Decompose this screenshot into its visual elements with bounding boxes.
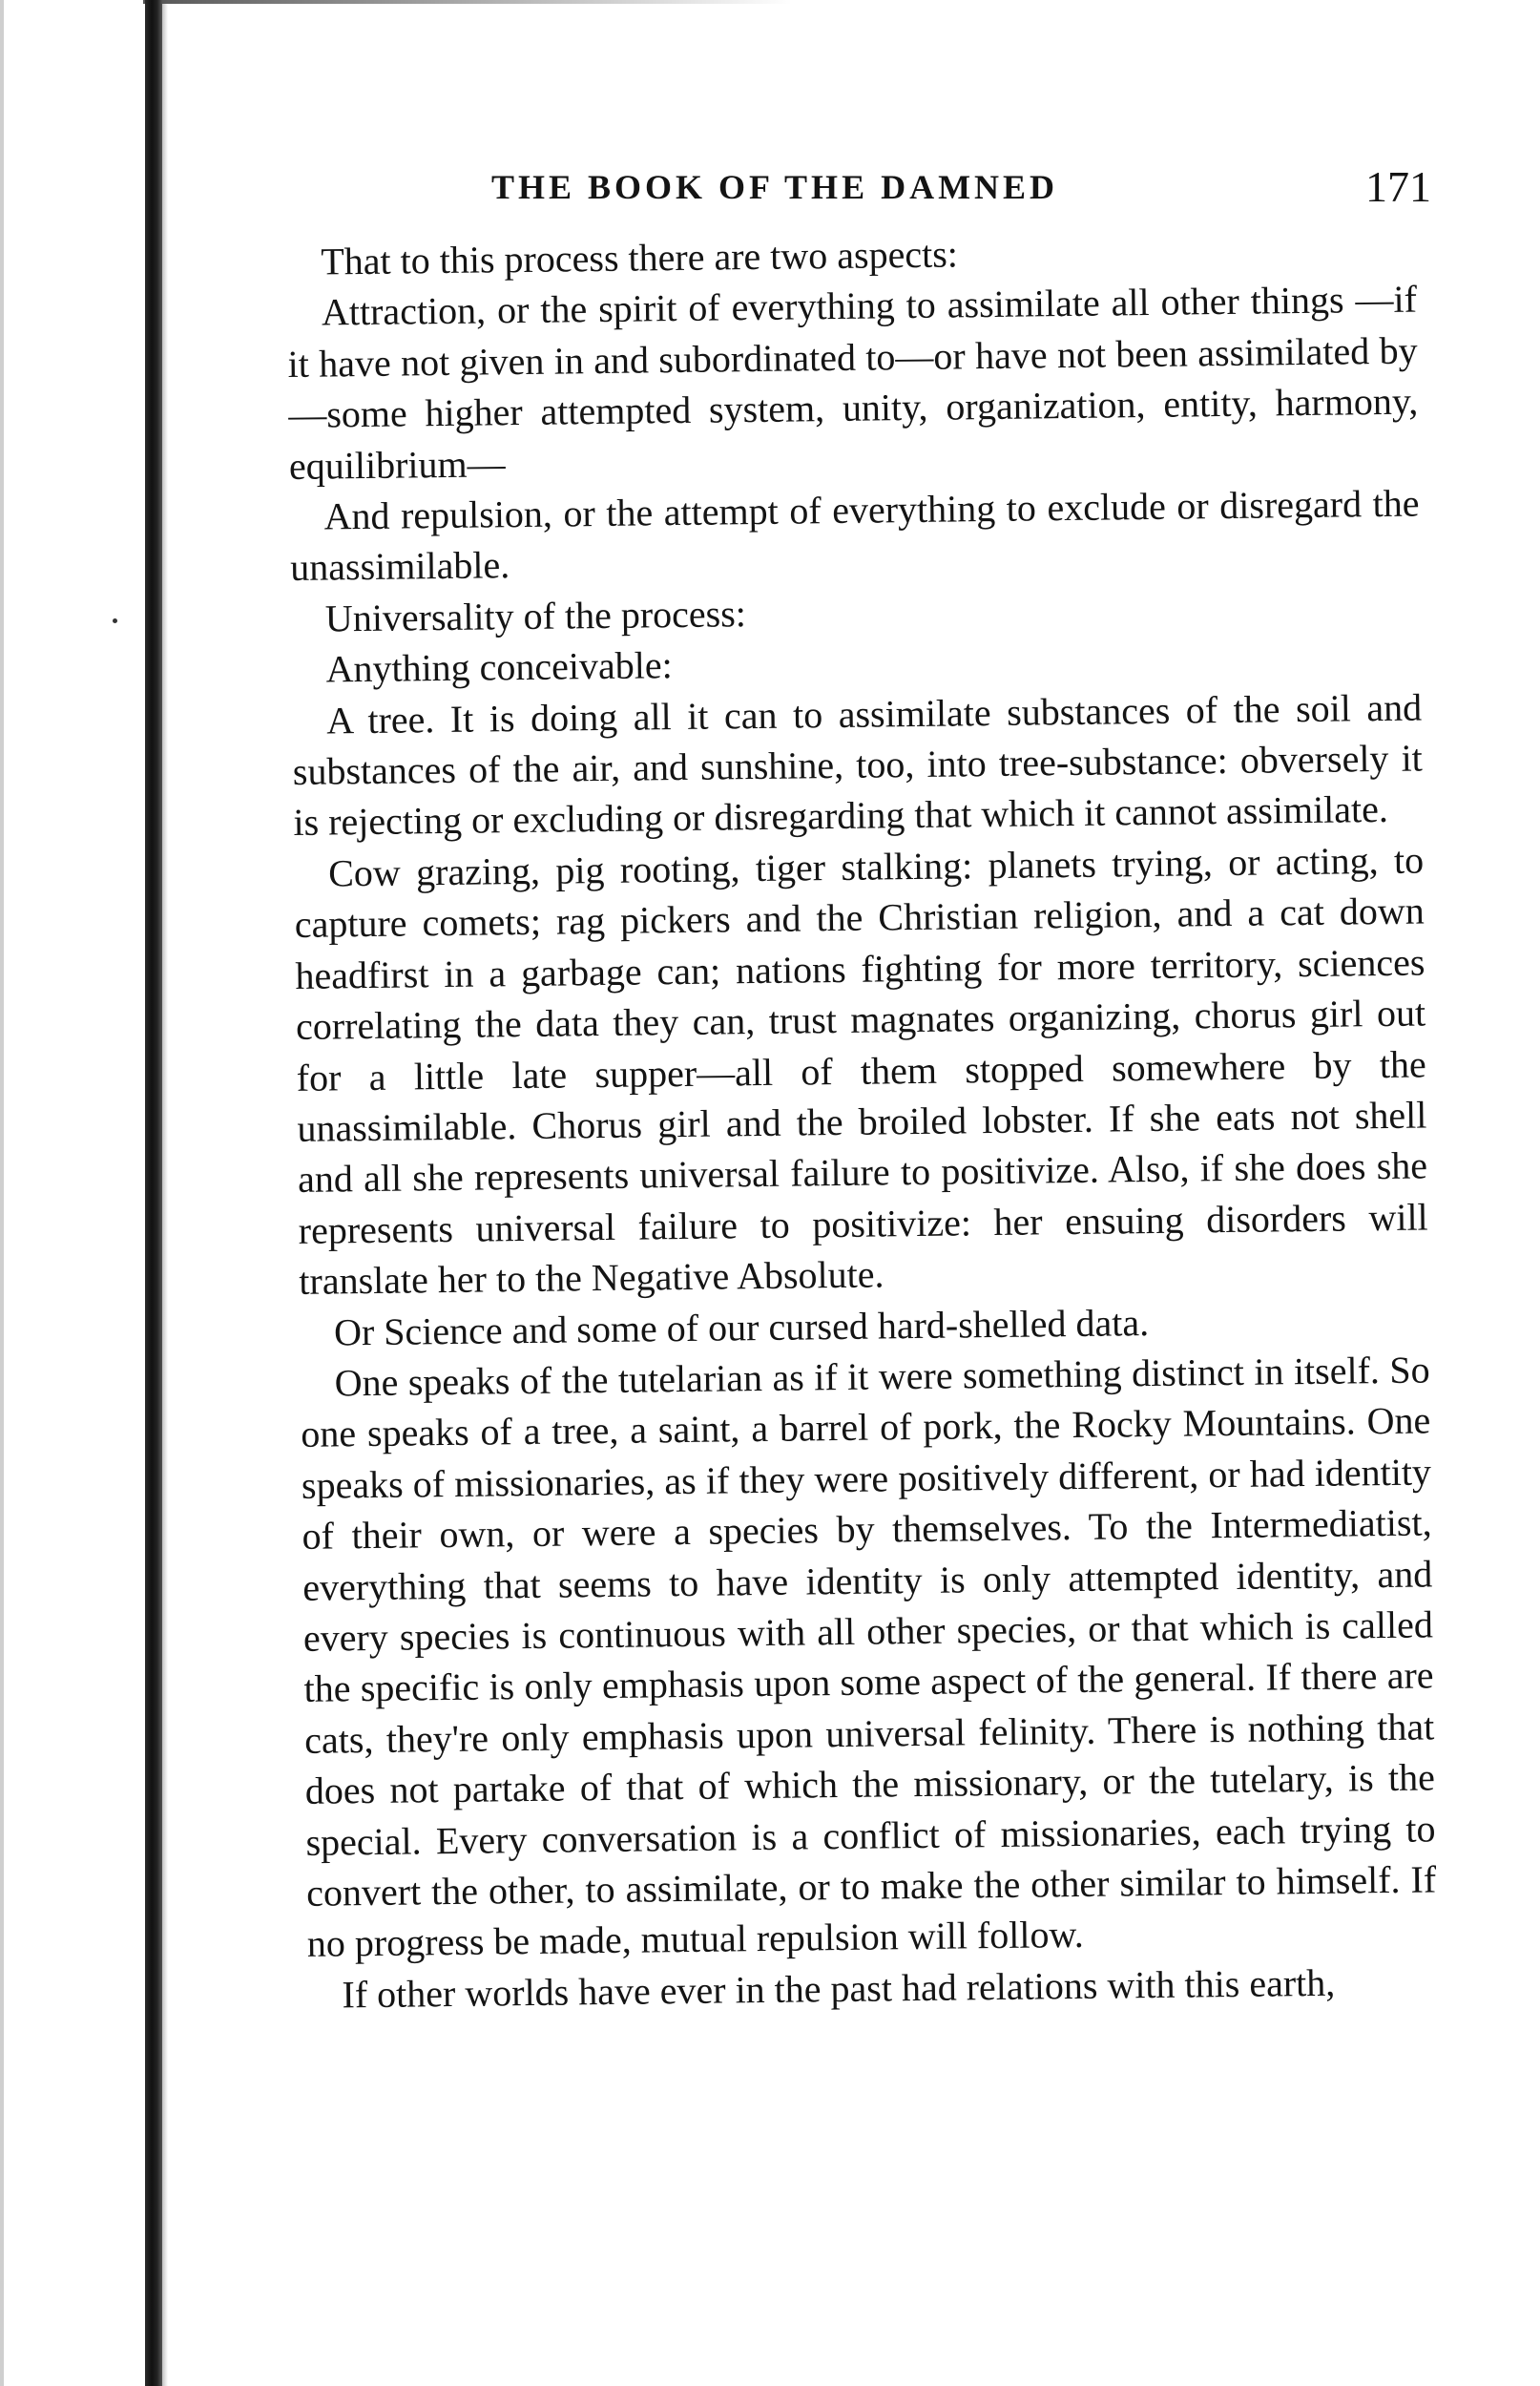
running-head: THE BOOK OF THE DAMNED bbox=[491, 168, 1059, 206]
paragraph: Attraction, or the spirit of everything to assimilate all other things —if it have not given in and subordinated to—or have not been assimilated by—some higher attempted system, unity, organization, entity, harmony, equilibrium— bbox=[287, 277, 1419, 488]
paragraph: And repulsion, or the attempt of everything to exclude or disregard the unassimilable. bbox=[289, 481, 1420, 590]
book-spine-fade bbox=[162, 0, 168, 2386]
book-spine-shadow bbox=[145, 0, 162, 2386]
page-top-edge bbox=[143, 0, 792, 4]
page-left-edge bbox=[0, 0, 4, 2386]
paragraph: If other worlds have ever in the past had relations with this earth, bbox=[342, 1960, 1336, 2017]
page-number: 171 bbox=[1365, 162, 1431, 211]
paragraph: That to this process there are two aspects: bbox=[321, 232, 959, 283]
paragraph: Or Science and some of our cursed hard-shelled data. bbox=[333, 1300, 1150, 1354]
paragraph: Universality of the process: bbox=[324, 591, 747, 640]
body-text bbox=[286, 223, 1438, 2021]
paragraph: One speaks of the tutelarian as if it were something distinct in itself. So one speaks of a tree, a saint, a barrel of pork, the Rocky Mountains. One speaks of missionaries, as if they were positively different, or had identity of their own, or were a species by themselves. To the Intermediatist, everything that seems to have identity is only attempted identity, and every species is continuous with all other species, or that which is called the specific is only emphasis upon some aspect of the general. If there are cats, they're only emphasis upon universal felinity. There is nothing that does not partake of that of which the missionary, or the tutelary, is the special. Every conversation is a conflict of missionaries, each trying to convert the other, to assimilate, or to make the other similar to himself. If no progress be made, mutual repulsion will follow. bbox=[301, 1348, 1437, 1966]
page-header bbox=[286, 162, 1431, 224]
paragraph: Anything conceivable: bbox=[325, 643, 674, 691]
paragraph: Cow grazing, pig rooting, tiger stalking: planets trying, or acting, to capture comets; rag pickers and the Christian religion, and a cat down headfirst in a garbage can; nations fighting for more territory, sciences correlating the data they can, trust magnates organizing, chorus girl out for a little late supper—all of them stopped somewhere by the unassimilable. Chorus girl and the broiled lobster. If she eats not shell and all she represents universal failure to positivize. Also, if she does she represents universal failure to positivize: her ensuing disorders will translate her to the Negative Absolute. bbox=[294, 838, 1428, 1304]
stray-ink-mark bbox=[113, 618, 117, 623]
paragraph: A tree. It is doing all it can to assimilate substances of the soil and substances of the air, and sunshine, too, into tree-substance: obversely it is rejecting or excluding or disregarding that which it cannot assimilate. bbox=[292, 685, 1424, 845]
